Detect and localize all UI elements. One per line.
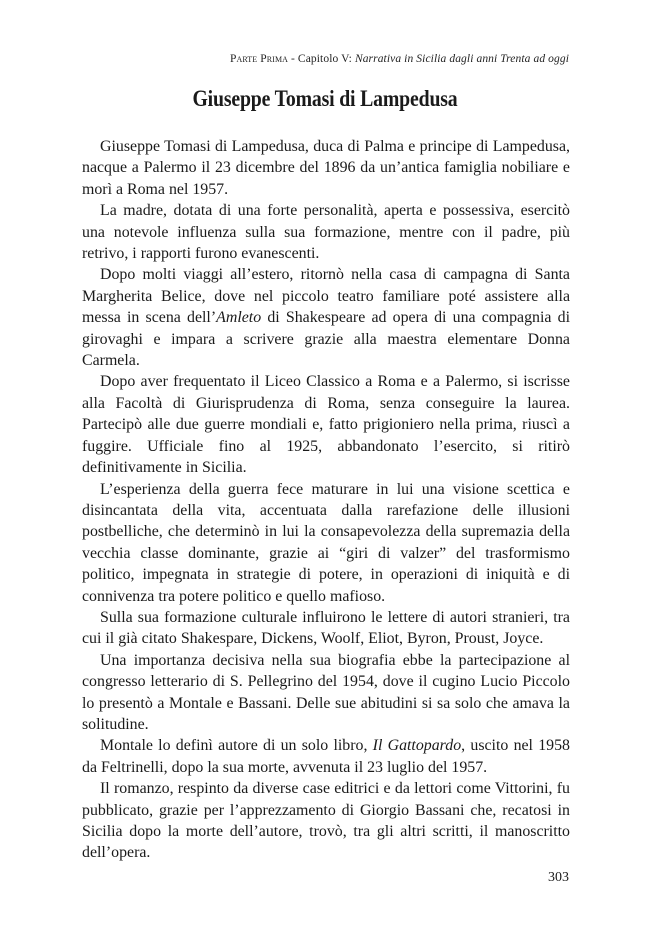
body-text bbox=[82, 136, 570, 864]
running-head-chapter: - Capitolo V: bbox=[288, 53, 355, 65]
paragraph-9 bbox=[82, 778, 570, 864]
paragraph-1 bbox=[82, 136, 570, 200]
paragraph-text: Il romanzo, respinto da diverse case editrici e da lettori come Vittorini, fu pubblicato, grazie per l’apprezzamento di Giorgio Bassani che, recatosi in Sicilia dopo la morte dell’autore, trovò, tra gli altri scritti, il manoscritto dell’opera. bbox=[82, 780, 570, 862]
paragraph-text: Dopo molti viaggi all’estero, ritornò nella casa di campagna di Santa Margherita Belice, dove nel piccolo teatro familiare poté assistere alla messa in scena dell’ bbox=[82, 266, 570, 327]
paragraph-text: di Shakespeare ad opera di una compagnia di girovaghi e impara a scrivere grazie alla maestra elementare Donna Carmela. bbox=[82, 309, 570, 370]
paragraph-6 bbox=[82, 607, 570, 650]
running-head-chapter-title: Narrativa in Sicilia dagli anni Trenta ad oggi bbox=[354, 53, 569, 65]
paragraph-2 bbox=[82, 200, 570, 264]
paragraph-text: L’esperienza della guerra fece maturare in lui una visione scettica e disincantata della vita, accentuata dalla rarefazione delle illusioni postbelliche, che determinò in lui la consapevolezza della supremazia della vecchia classe dominante, grazie ai “giri di valzer” del trasformismo politico, impegnata in strategie di potere, in operazioni di iniquità e di connivenza tra potere politico e quello mafioso. bbox=[82, 480, 570, 605]
paragraph-text: Sulla sua formazione culturale influirono le lettere di autori stranieri, tra cui il già citato Shakespare, Dickens, Woolf, Eliot, Byron, Proust, Joyce. bbox=[82, 608, 570, 648]
work-title-amleto: Amleto bbox=[216, 309, 262, 327]
paragraph-7 bbox=[82, 650, 570, 736]
work-title-gattopardo: Il Gattopardo bbox=[372, 737, 462, 755]
page-title: Giuseppe Tomasi di Lampedusa bbox=[192, 86, 458, 111]
paragraph-text: Una importanza decisiva nella sua biografia ebbe la partecipazione al congresso letterario di S. Pellegrino del 1954, dove il cugino Lucio Piccolo lo presentò a Montale e Bassani. Delle sue abitudini si sa solo che amava la solitudine. bbox=[82, 651, 570, 733]
paragraph-text: Dopo aver frequentato il Liceo Classico a Roma e a Palermo, si iscrisse alla Facoltà di Giurisprudenza di Roma, senza conseguire la laurea. Partecipò alle due guerre mondiali e, fatto prigioniero nella prima, riuscì a fuggire. Ufficiale fino al 1925, abbandonato l’esercito, si ritirò definitivamente in Sicilia. bbox=[82, 373, 570, 477]
running-head bbox=[100, 53, 569, 65]
paragraph-8 bbox=[82, 735, 570, 778]
paragraph-5 bbox=[82, 479, 570, 607]
paragraph-text: Giuseppe Tomasi di Lampedusa, duca di Palma e principe di Lampedusa, nacque a Palermo il 23 dicembre del 1896 da un’antica famiglia nobiliare e morì a Roma nel 1957. bbox=[82, 138, 570, 198]
running-head-part: Parte Prima bbox=[229, 53, 289, 65]
paragraph-text: La madre, dotata di una forte personalità, aperta e possessiva, esercitò una notevole influenza sulla sua formazione, mentre con il padre, più retrivo, i rapporti furono evanescenti. bbox=[82, 202, 570, 263]
paragraph-text: Montale lo definì autore di un solo libro, bbox=[100, 737, 373, 755]
page-number: 303 bbox=[548, 870, 569, 885]
paragraph-3 bbox=[82, 264, 570, 371]
paragraph-4 bbox=[82, 371, 570, 478]
paragraph-text: , uscito nel 1958 da Feltrinelli, dopo la sua morte, avvenuta il 23 luglio del 1957. bbox=[82, 737, 570, 776]
